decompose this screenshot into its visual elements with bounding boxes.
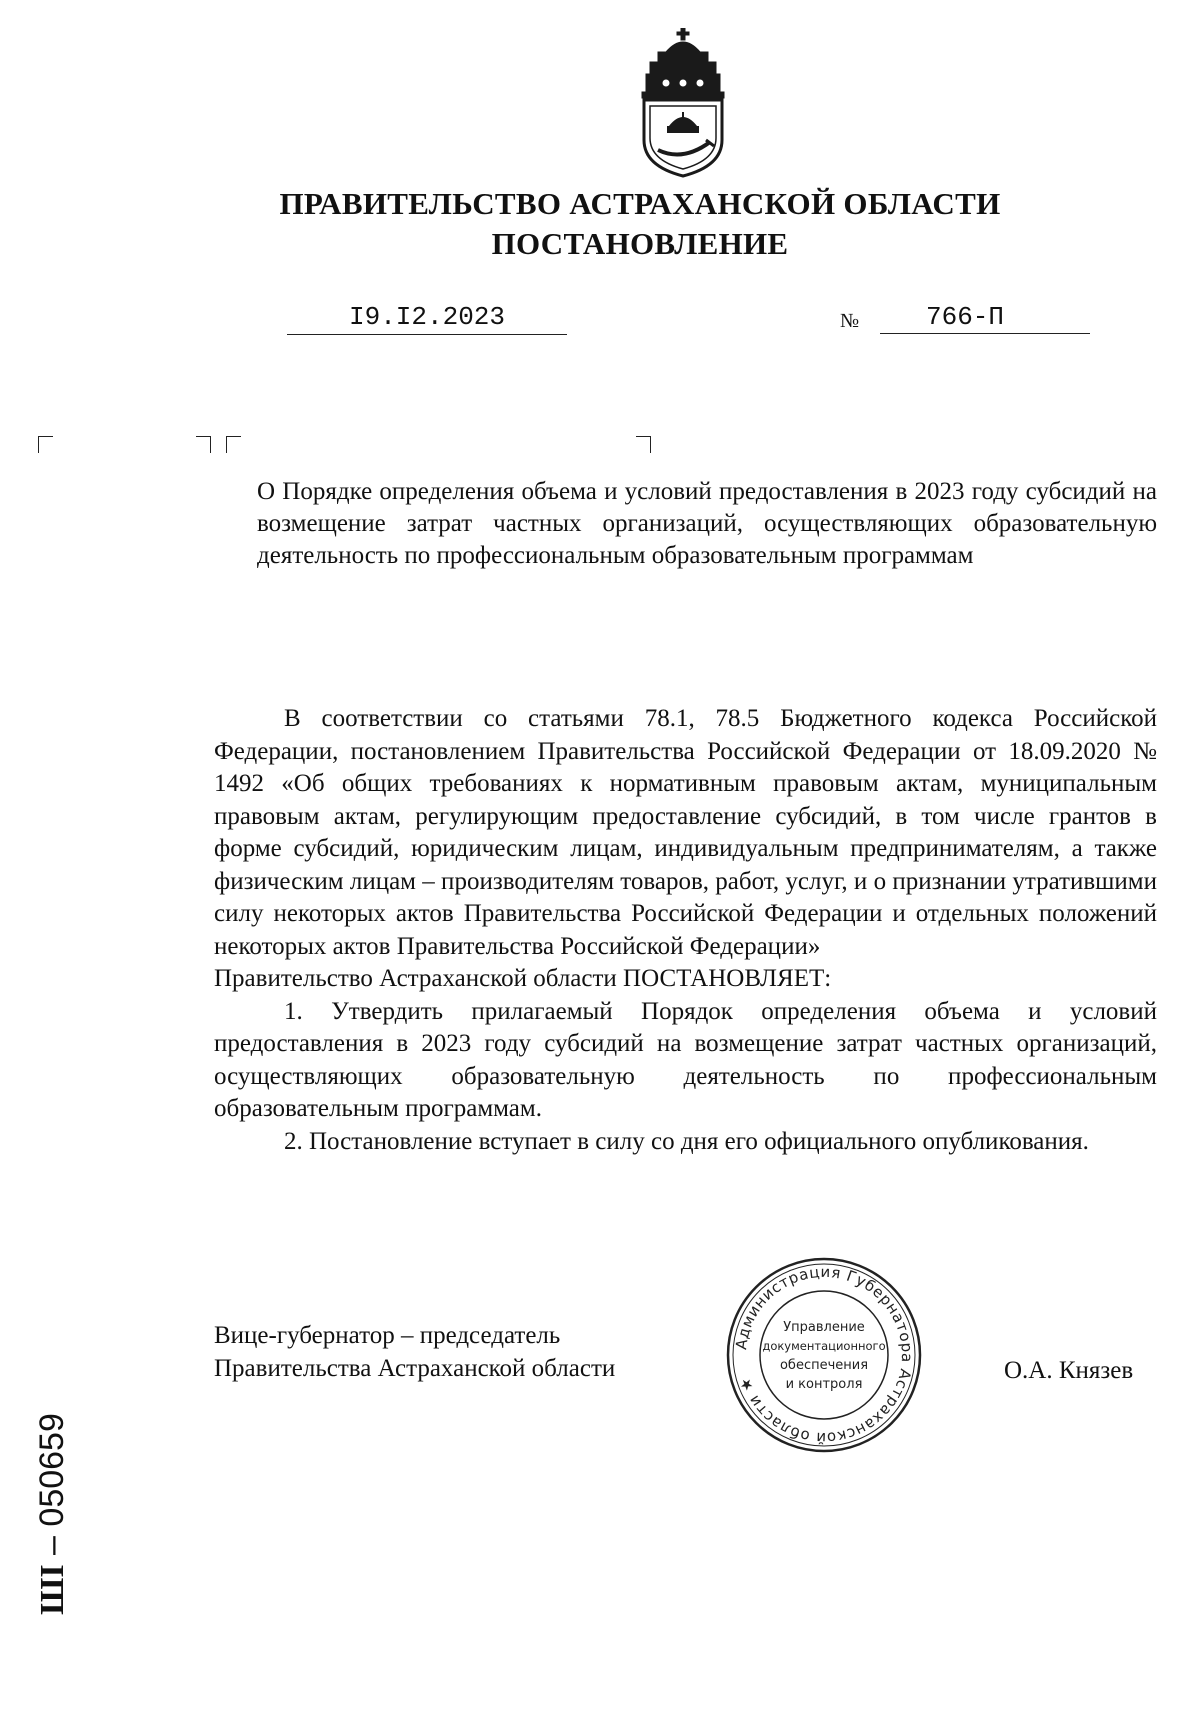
serial-series: ШI bbox=[34, 1564, 71, 1615]
preamble-paragraph: В соответствии со статьями 78.1, 78.5 Бюджетного кодекса Российской Федерации, постановлением Правительства Российской Федерации от 18.09.2020 № 1492 «Об общих требованиях к нормативным правовым актам, муниципальным правовым актам, регулирующим предоставление субсидий, в том числе грантов в форме субсидий, юридическим лицам, индивидуальным предпринимателям, а также физическим лицам – производителям товаров, работ, услуг, и о признании утратившими силу некоторых актов Правительства Российской Федерации и отдельных положений некоторых актов Правительства Российской Федерации» bbox=[214, 705, 1157, 960]
stamp-inner-line-2: документационного bbox=[762, 1339, 886, 1353]
corner-mark bbox=[636, 436, 651, 453]
corner-mark bbox=[196, 436, 211, 453]
document-number: 766-П bbox=[880, 300, 1090, 334]
document-header bbox=[200, 184, 1080, 264]
corner-mark bbox=[38, 436, 53, 453]
form-serial-number bbox=[22, 1315, 82, 1615]
official-stamp bbox=[724, 1255, 924, 1455]
astrakhan-coat-of-arms-icon bbox=[636, 28, 730, 178]
item-2-paragraph: 2. Постановление вступает в силу со дня его официального опубликования. bbox=[284, 1127, 1089, 1155]
serial-digits: 050659 bbox=[33, 1413, 71, 1527]
signatory-title bbox=[214, 1319, 615, 1385]
document-date: I9.I2.2023 bbox=[287, 300, 567, 335]
item-1-paragraph: 1. Утвердить прилагаемый Порядок определения объема и условий предоставления в 2023 году субсидий на возмещение затрат частных организаций, осуществляющих образовательную деятельность по профессиональным образовательным программам. bbox=[214, 997, 1157, 1122]
document-body bbox=[214, 703, 1157, 1158]
document-type: ПОСТАНОВЛЕНИЕ bbox=[491, 226, 789, 261]
stamp-inner-line-3: обеспечения bbox=[779, 1358, 869, 1373]
stamp-inner-line-4: и контроля bbox=[785, 1377, 863, 1392]
signatory-title-line-2: Правительства Астраханской области bbox=[214, 1355, 616, 1382]
document-subject: О Порядке определения объема и условий предоставления в 2023 году субсидий на возмещение затрат частных организаций, осуществляющих образовательную деятельность по профессиональным образовательным программам bbox=[257, 478, 1157, 569]
stamp-inner-line-1: Управление bbox=[783, 1320, 865, 1335]
corner-mark bbox=[226, 436, 241, 453]
number-sign: № bbox=[840, 310, 860, 332]
decree-line: Правительство Астраханской области ПОСТАНОВЛЯЕТ: bbox=[214, 965, 832, 992]
signatory-title-line-1: Вице-губернатор – председатель bbox=[214, 1322, 561, 1349]
government-title: ПРАВИТЕЛЬСТВО АСТРАХАНСКОЙ ОБЛАСТИ bbox=[279, 186, 1001, 221]
signatory-name: О.А. Князев bbox=[1004, 1357, 1134, 1384]
stamp-ring-text: Администрация Губернатора Астраханской области ★ bbox=[732, 1262, 917, 1448]
serial-dash: – bbox=[33, 1536, 71, 1555]
